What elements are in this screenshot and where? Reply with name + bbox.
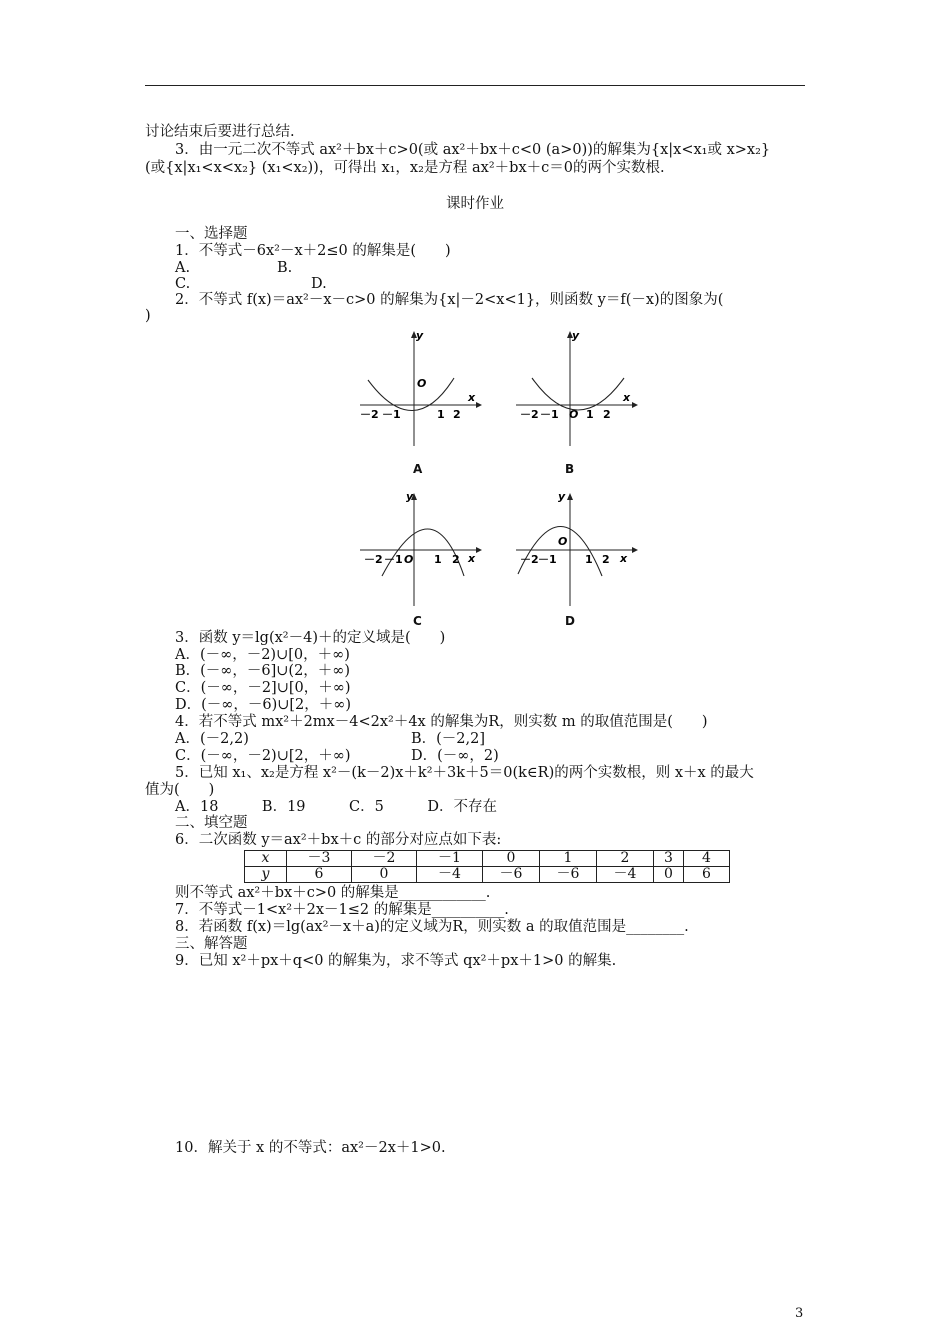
- page-number: 3: [795, 1306, 804, 1321]
- q2-stem: 2．不等式 f(x)＝ax²－x－c>0 的解集为{x|－2<x<1}，则函数 y＝f(－x)的图象为(: [175, 292, 724, 308]
- q1-option-b: B.: [277, 260, 293, 276]
- table-cell: －1: [417, 851, 483, 867]
- q10: 10．解关于 x 的不等式：ax²－2x＋1>0.: [175, 1140, 446, 1156]
- summary-line: 讨论结束后要进行总结.: [145, 124, 295, 140]
- table-cell: －4: [417, 867, 483, 883]
- q3-option-b: B．(－∞，－6]∪(2，＋∞): [175, 663, 351, 679]
- graph-b-tick-2: 2: [603, 408, 611, 421]
- graph-b-tick-1: 1: [586, 408, 594, 421]
- table-cell: 0: [654, 867, 684, 883]
- table-cell: 0: [483, 851, 540, 867]
- header-rule: [145, 85, 805, 86]
- q5-stem-line2: 值为( ): [145, 782, 215, 798]
- table-cell: －2: [352, 851, 417, 867]
- q1-option-d: D.: [311, 276, 327, 292]
- part1-title: 一、选择题: [175, 226, 248, 242]
- q6-answer-line: 则不等式 ax²＋bx＋c>0 的解集是____________.: [175, 885, 491, 901]
- q3-stem: 3．函数 y＝lg(x²－4)＋的定义域是( ): [175, 630, 446, 646]
- q1-stem: 1．不等式－6x²－x＋2≤0 的解集是( ): [175, 243, 451, 259]
- table-cell: －6: [483, 867, 540, 883]
- graph-c: [354, 488, 484, 610]
- q4-option-a: A．(－2,2): [175, 731, 249, 747]
- table-cell: －4: [597, 867, 654, 883]
- graph-c-tick-1: 1: [434, 553, 442, 566]
- graph-d-tick-1: 1: [585, 553, 593, 566]
- q4-option-c: C．(－∞，－2)∪[2，＋∞): [175, 748, 351, 764]
- graph-b-y-label: y: [572, 329, 580, 342]
- q7: 7．不等式－1<x²＋2x－1≤2 的解集是__________.: [175, 902, 509, 918]
- table-cell: y: [245, 867, 287, 883]
- graph-b-origin: O: [569, 408, 579, 421]
- q3-option-a: A．(－∞，－2)∪[0，＋∞): [175, 647, 350, 663]
- q3-option-d: D．(－∞，－6)∪[2，＋∞): [175, 697, 352, 713]
- q5-options: A．18 B．19 C．5 D．不存在: [175, 799, 497, 815]
- graph-a-tick-2: 2: [453, 408, 461, 421]
- point-3-line-1: 3．由一元二次不等式 ax²＋bx＋c>0(或 ax²＋bx＋c<0 (a>0))的解集为{x|x<x₁或 x>x₂}: [175, 142, 771, 158]
- graph-d: [510, 488, 640, 610]
- q1-option-c: C.: [175, 276, 191, 292]
- graph-a-tick-neg2: －2: [360, 408, 379, 421]
- q2-stem-end: ): [145, 308, 151, 324]
- graph-d-caption: D: [565, 614, 575, 628]
- table-cell: 2: [597, 851, 654, 867]
- q4-option-d: D．(－∞，2): [411, 748, 499, 764]
- graph-a-tick-1: 1: [437, 408, 445, 421]
- graph-d-tick-2: 2: [602, 553, 610, 566]
- graph-a-y-label: y: [416, 329, 424, 342]
- part3-title: 三、解答题: [175, 936, 248, 952]
- graph-d-origin: O: [558, 535, 568, 548]
- graph-a-tick-neg1: －1: [382, 408, 401, 421]
- graph-a-x-label: x: [468, 391, 476, 404]
- q9: 9．已知 x²＋px＋q<0 的解集为，求不等式 qx²＋px＋1>0 的解集.: [175, 953, 617, 969]
- part2-title: 二、填空题: [175, 815, 248, 831]
- graph-a: [354, 326, 484, 448]
- q4-option-b: B．(－2,2]: [411, 731, 486, 747]
- table-cell: －6: [540, 867, 597, 883]
- graph-c-x-label: x: [468, 552, 476, 565]
- q3-option-c: C．(－∞，－2]∪[0，＋∞): [175, 680, 351, 696]
- table-row: [245, 867, 730, 883]
- table-cell: 6: [287, 867, 352, 883]
- graph-b-x-label: x: [623, 391, 631, 404]
- graph-d-tick-neg1: －1: [538, 553, 557, 566]
- q8: 8．若函数 f(x)＝lg(ax²－x＋a)的定义域为R，则实数 a 的取值范围是________.: [175, 919, 689, 935]
- table-cell: 4: [684, 851, 730, 867]
- q6-stem: 6．二次函数 y＝ax²＋bx＋c 的部分对应点如下表:: [175, 832, 502, 848]
- table-row: [245, 851, 730, 867]
- section-title: 课时作业: [446, 196, 504, 212]
- graph-c-y-label: y: [406, 490, 414, 503]
- graph-d-x-label: x: [620, 552, 628, 565]
- graph-a-caption: A: [413, 462, 423, 476]
- graph-b-tick-neg1: －1: [540, 408, 559, 421]
- table-cell: x: [245, 851, 287, 867]
- graph-b: [510, 326, 640, 448]
- graph-c-tick-2: 2: [452, 553, 460, 566]
- graph-c-origin: O: [404, 553, 414, 566]
- table-cell: 1: [540, 851, 597, 867]
- table-cell: 3: [654, 851, 684, 867]
- graph-c-tick-neg1: －1: [384, 553, 403, 566]
- graph-a-origin: O: [417, 377, 427, 390]
- q4-stem: 4．若不等式 mx²＋2mx－4<2x²＋4x 的解集为R，则实数 m 的取值范围是( ): [175, 714, 708, 730]
- q6-value-table: [244, 850, 730, 883]
- q1-option-a: A.: [175, 260, 191, 276]
- table-cell: 6: [684, 867, 730, 883]
- graph-b-caption: B: [565, 462, 575, 476]
- point-3-line-2: (或{x|x₁<x<x₂} (x₁<x₂))，可得出 x₁，x₂是方程 ax²＋bx＋c＝0的两个实数根.: [145, 160, 665, 176]
- graph-d-y-label: y: [558, 490, 566, 503]
- graph-c-tick-neg2: －2: [364, 553, 383, 566]
- graph-b-tick-neg2: －2: [520, 408, 539, 421]
- table-cell: 0: [352, 867, 417, 883]
- graph-d-tick-neg2: －2: [520, 553, 539, 566]
- table-cell: －3: [287, 851, 352, 867]
- q5-stem-line1: 5．已知 x₁、x₂是方程 x²－(k－2)x＋k²＋3k＋5＝0(k∈R)的两个实数根，则 x＋x 的最大: [175, 765, 754, 781]
- graph-c-caption: C: [413, 614, 422, 628]
